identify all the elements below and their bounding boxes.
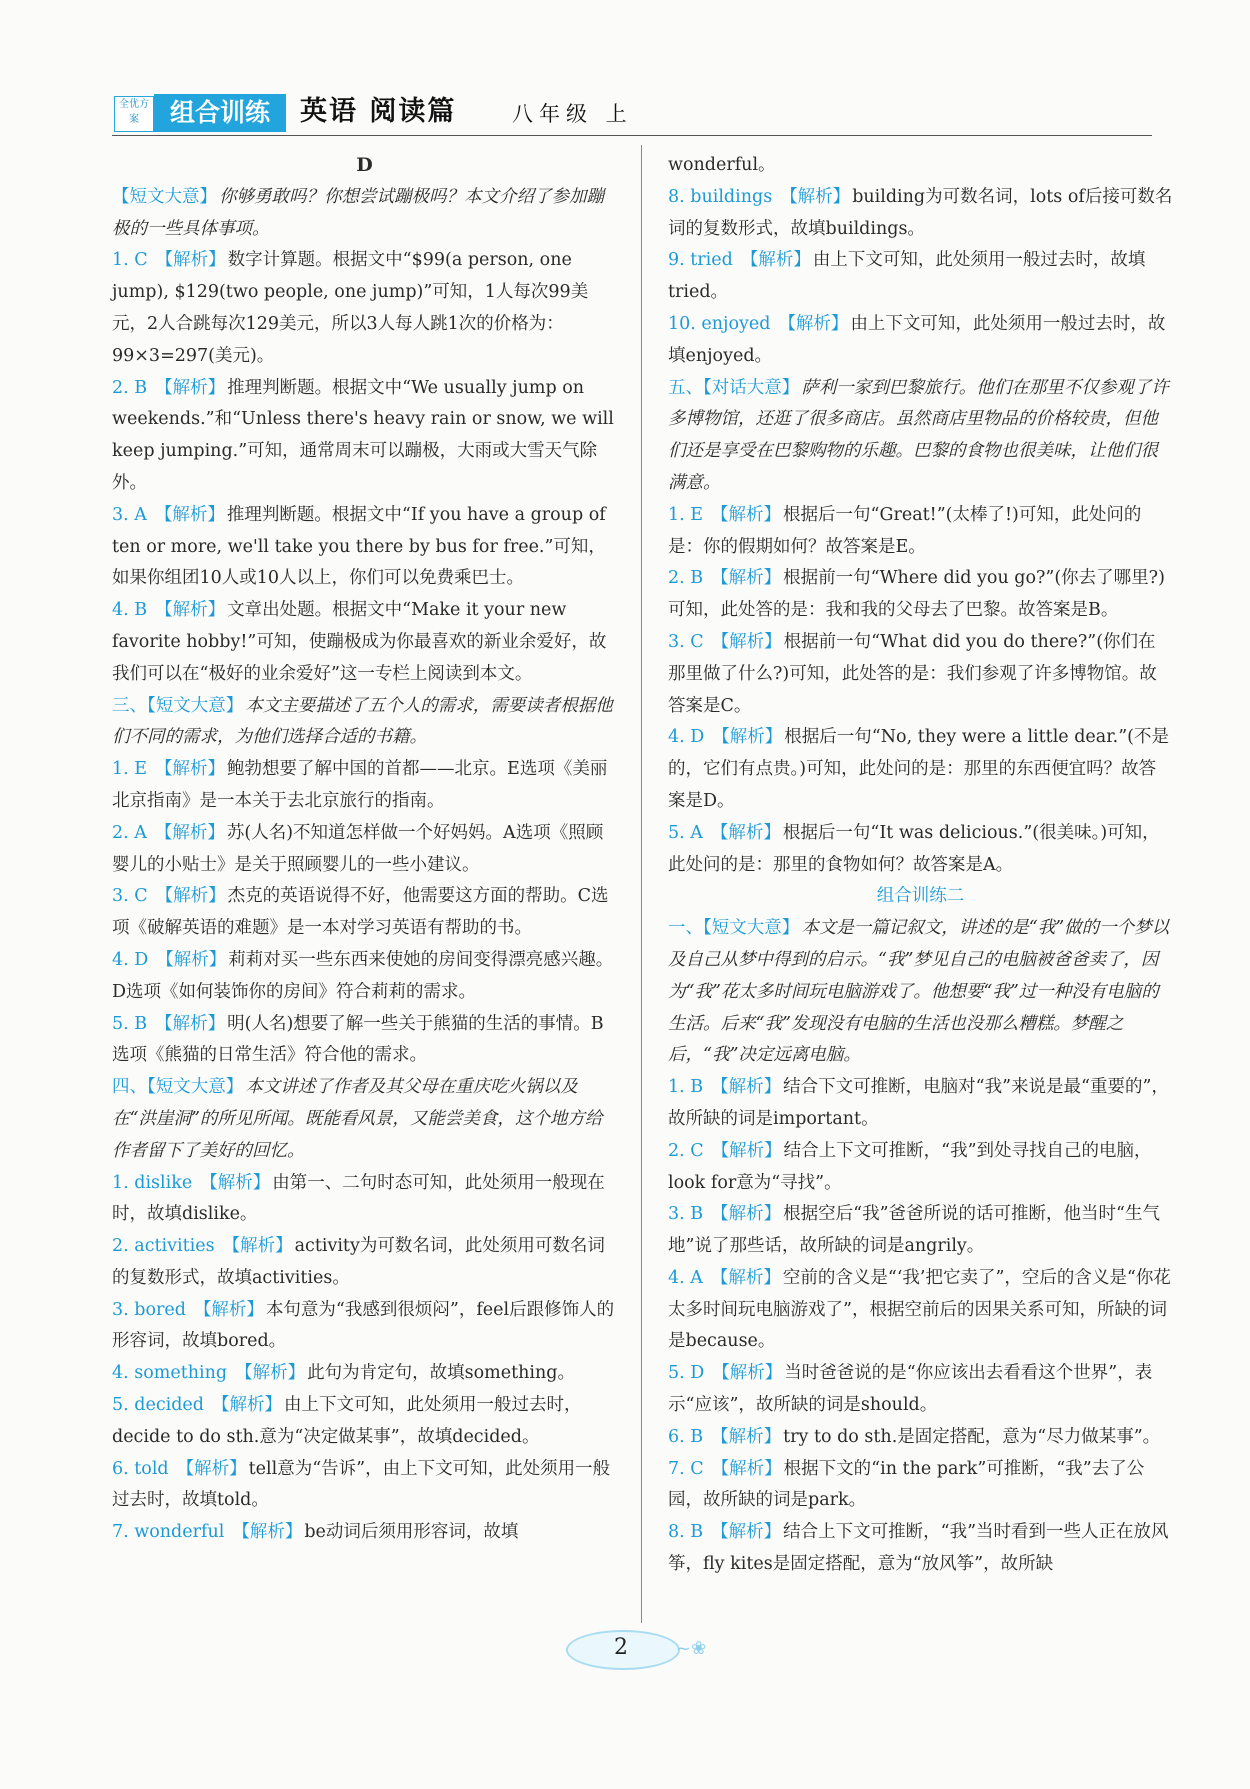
analysis-tag: 【解析】	[235, 1363, 306, 1384]
explanation-text: 萨利一家到巴黎旅行。他们在那里不仅参观了许多博物馆，还逛了很多商店。虽然商店里物品的价格较贵，但他们还是享受在巴黎购物的乐趣。巴黎的食物也很美味，让他们很满意。	[668, 377, 1169, 493]
explanation-text: 根据前一句“What did you do there?”(你们在那里做了什么?)可知，此处答的是：我们参观了许多博物馆。故答案是C。	[668, 631, 1157, 716]
answer-item	[668, 563, 1173, 627]
analysis-tag: 【解析】	[711, 1204, 782, 1225]
explanation-text: 你够勇敢吗？你想尝试蹦极吗？本文介绍了参加蹦极的一些具体事项。	[112, 186, 604, 239]
answer-key: 2. C	[668, 1140, 704, 1161]
answer-key: 5. B	[112, 1013, 148, 1034]
explanation-text: 根据后一句“No, they were a little dear.”(不是的，它们有点贵。)可知，此处问的是：那里的东西便宜吗？故答案是D。	[668, 727, 1169, 811]
answer-key: 10. enjoyed	[668, 313, 771, 334]
explanation-text: 推理判断题。根据文中“We usually jump on weekends.”和“Unless there's heavy rain or snow, we will keep jumping.”可知，通常周末可以蹦极，大雨或大雪天气除外。	[112, 377, 614, 493]
answer-key: 9. tried	[668, 250, 733, 271]
analysis-tag: 【短文大意】	[147, 695, 244, 716]
analysis-tag: 【解析】	[222, 1236, 293, 1257]
analysis-tag: 【解析】	[155, 1013, 226, 1034]
answer-item	[668, 309, 1173, 373]
analysis-tag: 【解析】	[154, 822, 225, 843]
explanation-text: 本文讲述了作者及其父母在重庆吃火锅以及在“洪崖洞”的所见所闻。既能看风景，又能尝美食，这个地方给作者留下了美好的回忆。	[112, 1077, 603, 1161]
explanation-text: 由第一、二句时态可知，此处须用一般现在时，故填dislike。	[112, 1172, 605, 1225]
answer-key: 3. A	[112, 504, 147, 525]
analysis-tag: 【解析】	[712, 1363, 783, 1384]
answer-key: 5. decided	[112, 1395, 204, 1416]
answer-key: 7. wonderful	[112, 1522, 225, 1543]
answer-item	[668, 1199, 1173, 1263]
explanation-text: building为可数名词，lots of后接可数名词的复数形式，故填buildings。	[668, 186, 1173, 239]
answer-key: 1. C	[112, 250, 148, 271]
analysis-tag: 【解析】	[711, 568, 782, 589]
analysis-tag: 【解析】	[155, 886, 226, 907]
answer-key: 2. activities	[112, 1236, 215, 1257]
page-header	[112, 88, 1152, 132]
analysis-tag: 【解析】	[176, 1458, 247, 1479]
answer-key: 4. D	[668, 727, 705, 748]
grade-label: 八年级 上	[512, 102, 633, 126]
analysis-tag: 【解析】	[711, 631, 782, 652]
answer-item	[112, 945, 617, 1009]
right-column	[668, 150, 1173, 1581]
explanation-text: 杰克的英语说得不好，他需要这方面的帮助。C选项《破解英语的难题》是一本对学习英语有帮助的书。	[112, 886, 609, 939]
explanation-text: 根据后一句“Great!”(太棒了!)可知，此处问的是：你的假期如何？故答案是E。	[668, 504, 1142, 557]
answer-item	[112, 1358, 617, 1390]
answer-key: 4. something	[112, 1363, 228, 1384]
analysis-tag: 【解析】	[155, 759, 226, 780]
explanation-text: 由上下文可知，此处须用一般过去时，故填enjoyed。	[668, 313, 1166, 366]
analysis-tag: 【解析】	[155, 250, 226, 271]
answer-key: 1. E	[112, 759, 148, 780]
answer-key: 4. D	[112, 949, 149, 970]
answer-item	[668, 1422, 1173, 1454]
answer-item	[668, 245, 1173, 309]
decorative-swirl-icon: ~❀	[676, 1638, 707, 1659]
explanation-text: try to do sth.是固定搭配，意为“尽力做某事”。	[783, 1426, 1161, 1447]
left-column	[112, 150, 617, 1549]
explanation-text: 结合上下文可推断，“我”当时看到一些人正在放风筝，fly kites是固定搭配，意为“放风筝”，故所缺	[668, 1522, 1169, 1575]
analysis-tag: 【解析】	[155, 600, 226, 621]
answer-item	[112, 1295, 617, 1359]
answer-item	[112, 1454, 617, 1518]
analysis-tag: 【解析】	[711, 1140, 782, 1161]
analysis-tag: 【对话大意】	[703, 377, 800, 398]
answer-key: 1. B	[668, 1077, 704, 1098]
answer-item	[112, 1009, 617, 1073]
answer-item	[112, 245, 617, 372]
analysis-tag: 【解析】	[154, 504, 225, 525]
column-divider	[641, 145, 642, 1623]
answer-item	[112, 818, 617, 882]
answer-item	[668, 1263, 1173, 1358]
answer-item	[112, 881, 617, 945]
answer-key: 1. E	[668, 504, 704, 525]
analysis-tag: 【短文大意】	[147, 1077, 244, 1098]
answer-item	[668, 818, 1173, 882]
analysis-tag: 【解析】	[711, 1458, 782, 1479]
continued-text: wonderful。	[668, 155, 776, 175]
explanation-text: 明(人名)想要了解一些关于熊猫的生活的事情。B选项《熊猫的日常生活》符合他的需求。	[112, 1013, 604, 1066]
explanation-text: 本文主要描述了五个人的需求，需要读者根据他们不同的需求，为他们选择合适的书籍。	[112, 695, 613, 748]
explanation-text: 推理判断题。根据文中“If you have a group of ten or more, we'll take you there by bus for free.”可知，如果你组团10人或10人以上，你们可以免费乘巴士。	[112, 504, 606, 589]
answer-item	[112, 1231, 617, 1295]
explanation-text: 结合上下文可推断，“我”到处寻找自己的电脑，look for意为“寻找”。	[668, 1140, 1152, 1193]
analysis-tag: 【解析】	[711, 1077, 782, 1098]
analysis-tag: 【解析】	[156, 949, 227, 970]
analysis-tag: 【短文大意】	[703, 918, 800, 939]
analysis-tag: 【解析】	[211, 1395, 282, 1416]
section-number: 三、	[112, 695, 147, 716]
answer-key: 8. buildings	[668, 186, 773, 207]
answer-key: 4. B	[112, 600, 148, 621]
section-number: 一、	[668, 918, 703, 939]
explanation-text: 文章出处题。根据文中“Make it your new favorite hobby!”可知，使蹦极成为你最喜欢的新业余爱好，故我们可以在“极好的业余爱好”这一专栏上阅读到本文。	[112, 600, 607, 684]
answer-item	[112, 595, 617, 690]
explanation-text: 数字计算题。根据文中“$99(a person, one jump), $129(two people, one jump)”可知，1人每次99美元，2人合跳每次129美元，所以3人每人跳1次的价格为：99×3=297(美元)。	[112, 250, 589, 366]
answer-item	[668, 1072, 1173, 1136]
explanation-text: 空前的含义是“‘我’把它卖了”，空后的含义是“你花太多时间玩电脑游戏了”，根据空前后的因果关系可知，所缺的词是because。	[668, 1267, 1171, 1352]
section-heading: D	[356, 154, 373, 176]
summary-paragraph	[112, 1072, 617, 1167]
explanation-text: 苏(人名)不知道怎样做一个好妈妈。A选项《照顾婴儿的小贴士》是关于照顾婴儿的一些小建议。	[112, 822, 604, 875]
analysis-tag: 【短文大意】	[112, 186, 217, 207]
answer-item	[112, 754, 617, 818]
answer-key: 7. C	[668, 1458, 704, 1479]
explanation-text: tell意为“告诉”，由上下文可知，此处须用一般过去时，故填told。	[112, 1458, 611, 1511]
answer-key: 6. told	[112, 1458, 169, 1479]
section-number: 四、	[112, 1077, 147, 1098]
answer-item	[668, 1358, 1173, 1422]
analysis-tag: 【解析】	[193, 1299, 264, 1320]
answer-item	[112, 373, 617, 500]
explanation-text: 由上下文可知，此处须用一般过去时，decide to do sth.意为“决定做某事”，故填decided。	[112, 1395, 582, 1447]
answer-key: 3. B	[668, 1204, 704, 1225]
book-title: 英语 阅读篇	[300, 96, 457, 127]
explanation-text: 结合下文可推断，电脑对“我”来说是最“重要的”，故所缺的词是important。	[668, 1077, 1169, 1129]
analysis-tag: 【解析】	[740, 250, 811, 271]
answer-key: 5. D	[668, 1363, 705, 1384]
answer-item	[668, 500, 1173, 564]
answer-item	[668, 1454, 1173, 1518]
explanation-text: 由上下文可知，此处须用一般过去时，故填tried。	[668, 250, 1146, 303]
section-heading: 组合训练二	[876, 886, 965, 907]
answer-key: 2. B	[112, 377, 148, 398]
answer-item	[668, 1517, 1173, 1581]
summary-paragraph	[112, 182, 617, 246]
explanation-text: 当时爸爸说的是“你应该出去看看这个世界”，表示“应该”，故所缺的词是should。	[668, 1363, 1153, 1416]
explanation-text: 根据后一句“It was delicious.”(很美味。)可知，此处问的是：那里的食物如何？故答案是A。	[668, 822, 1160, 875]
answer-item	[668, 722, 1173, 817]
explanation-text: 根据下文的“in the park”可推断，“我”去了公园，故所缺的词是park。	[668, 1458, 1145, 1511]
answer-key: 4. A	[668, 1267, 703, 1288]
answer-key: 3. C	[112, 886, 148, 907]
analysis-tag: 【解析】	[712, 727, 783, 748]
explanation-text: activity为可数名词，此处须用可数名词的复数形式，故填activities。	[112, 1236, 605, 1288]
summary-paragraph	[668, 373, 1173, 500]
answer-key: 3. bored	[112, 1299, 186, 1320]
explanation-text: 鲍勃想要了解中国的首都——北京。E选项《美丽北京指南》是一本关于去北京旅行的指南。	[112, 759, 608, 811]
summary-paragraph	[112, 691, 617, 755]
answer-key: 1. dislike	[112, 1172, 193, 1193]
answer-key: 2. A	[112, 822, 147, 843]
answer-key: 5. A	[668, 822, 703, 843]
answer-item	[668, 1136, 1173, 1200]
header-rule	[112, 135, 1152, 136]
answer-item	[112, 1390, 617, 1454]
summary-paragraph	[668, 913, 1173, 1072]
analysis-tag: 【解析】	[710, 1267, 781, 1288]
answer-key: 6. B	[668, 1426, 704, 1447]
brand-small-logo: 全优方案	[114, 96, 154, 132]
explanation-text: 根据空后“我”爸爸所说的话可推断，他当时“生气地”说了那些话，故所缺的词是angrily。	[668, 1204, 1160, 1257]
analysis-tag: 【解析】	[232, 1522, 303, 1543]
analysis-tag: 【解析】	[778, 313, 849, 334]
explanation-text: 此句为肯定句，故填something。	[307, 1363, 575, 1384]
explanation-text: 莉莉对买一些东西来使她的房间变得漂亮感兴趣。D选项《如何装饰你的房间》符合莉莉的需求。	[112, 949, 614, 1002]
section-number: 五、	[668, 377, 703, 398]
explanation-text: 本文是一篇记叙文，讲述的是“我”做的一个梦以及自己从梦中得到的启示。“我”梦见自己的电脑被爸爸卖了，因为“我”花太多时间玩电脑游戏了。他想要“我”过一种没有电脑的生活。后来“我”发现没有电脑的生活也没那么糟糕。梦醒之后，“我”决定远离电脑。	[668, 918, 1170, 1066]
brand-big-logo: 组合训练	[154, 94, 286, 132]
analysis-tag: 【解析】	[710, 822, 781, 843]
analysis-tag: 【解析】	[711, 1426, 782, 1447]
answer-item	[112, 1517, 617, 1549]
answer-key: 2. B	[668, 568, 704, 589]
explanation-text: 本句意为“我感到很烦闷”，feel后跟修饰人的形容词，故填bored。	[112, 1299, 615, 1352]
answer-item	[668, 182, 1173, 246]
answer-item	[112, 500, 617, 595]
analysis-tag: 【解析】	[200, 1172, 271, 1193]
answer-item	[668, 627, 1173, 722]
explanation-text: 根据前一句“Where did you go?”(你去了哪里?)可知，此处答的是：我和我的父母去了巴黎。故答案是B。	[668, 568, 1165, 621]
answer-key: 3. C	[668, 631, 704, 652]
page-number: 2	[614, 1635, 628, 1660]
analysis-tag: 【解析】	[711, 504, 782, 525]
answer-key: 8. B	[668, 1522, 704, 1543]
explanation-text: be动词后须用形容词，故填	[304, 1522, 519, 1543]
answer-item	[112, 1168, 617, 1232]
analysis-tag: 【解析】	[780, 186, 851, 207]
analysis-tag: 【解析】	[711, 1522, 782, 1543]
analysis-tag: 【解析】	[155, 377, 226, 398]
